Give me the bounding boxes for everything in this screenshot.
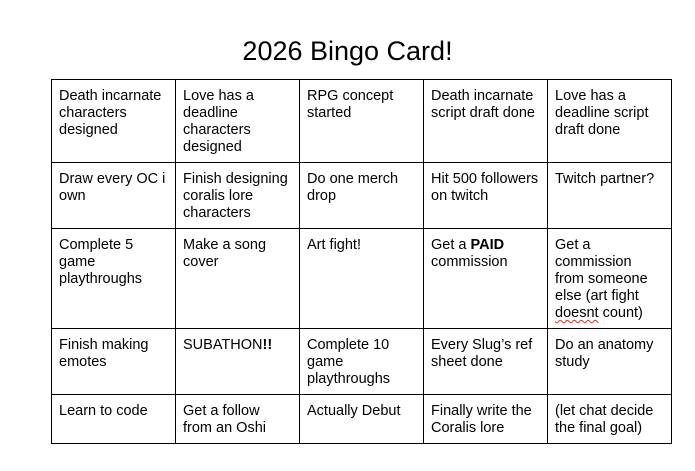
cell-bold-text: !!	[262, 337, 273, 353]
bingo-cell: Finish designing coralis lore characters	[176, 163, 300, 229]
bingo-row	[52, 395, 672, 444]
bingo-cell: Death incarnate script draft done	[424, 80, 548, 163]
bingo-row	[52, 163, 672, 229]
bingo-cell: Learn to code	[52, 395, 176, 444]
bingo-cell: Art fight!	[300, 229, 424, 329]
bingo-cell: Do one merch drop	[300, 163, 424, 229]
page-title: 2026 Bingo Card!	[242, 36, 453, 66]
bingo-cell: Twitch partner?	[548, 163, 672, 229]
bingo-cell: Every Slug’s ref sheet done	[424, 329, 548, 395]
bingo-cell	[548, 229, 672, 329]
bingo-row	[52, 229, 672, 329]
bingo-cell: Death incarnate characters designed	[52, 80, 176, 163]
cell-text: Get a	[431, 237, 471, 253]
bingo-row	[52, 329, 672, 395]
bingo-cell: Finish making emotes	[52, 329, 176, 395]
bingo-cell: Hit 500 followers on twitch	[424, 163, 548, 229]
cell-bold-text: PAID	[470, 237, 505, 253]
cell-text: SUBATHON	[183, 337, 263, 353]
bingo-cell: Get a follow from an Oshi	[176, 395, 300, 444]
spellcheck-flagged-word: doesnt	[555, 305, 599, 321]
bingo-cell: Draw every OC i own	[52, 163, 176, 229]
bingo-cell: RPG concept started	[300, 80, 424, 163]
bingo-cell: Complete 10 game playthroughs	[300, 329, 424, 395]
bingo-cell: Love has a deadline characters designed	[176, 80, 300, 163]
bingo-cell: Actually Debut	[300, 395, 424, 444]
bingo-cell: Love has a deadline script draft done	[548, 80, 672, 163]
cell-text: commission	[431, 254, 508, 270]
bingo-cell	[424, 229, 548, 329]
cell-text: Get a commission from someone else (art fight	[555, 237, 648, 304]
bingo-cell: (let chat decide the final goal)	[548, 395, 672, 444]
bingo-cell	[176, 329, 300, 395]
bingo-cell: Make a song cover	[176, 229, 300, 329]
bingo-cell: Do an anatomy study	[548, 329, 672, 395]
bingo-grid	[51, 79, 672, 444]
bingo-row	[52, 80, 672, 163]
cell-text: count)	[598, 305, 643, 321]
bingo-cell: Finally write the Coralis lore	[424, 395, 548, 444]
bingo-cell: Complete 5 game playthroughs	[52, 229, 176, 329]
